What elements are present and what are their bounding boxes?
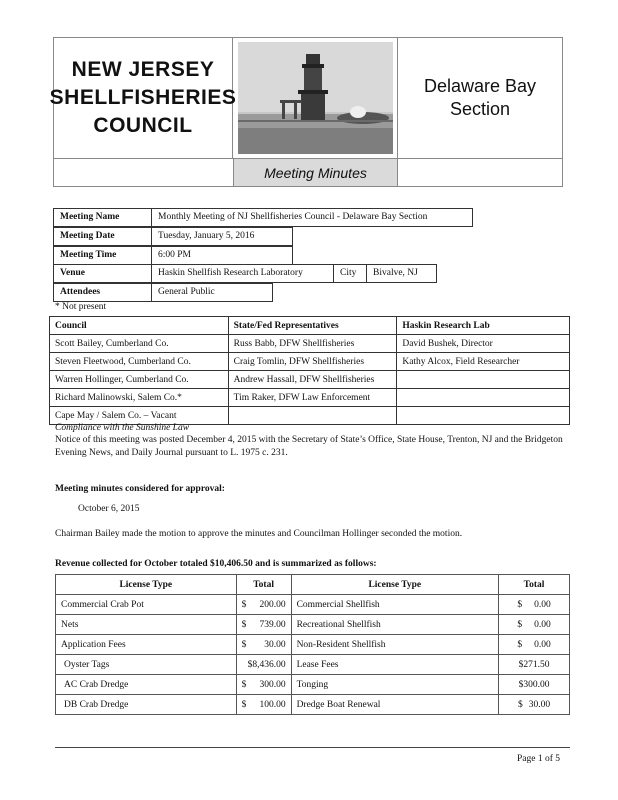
currency: $ [517,599,523,610]
attendees-value: General Public [151,283,273,302]
table-row [56,635,570,655]
table-row [56,615,570,635]
meeting-time-value: 6:00 PM [151,246,293,265]
venue-label: Venue [53,264,152,283]
license-total [499,615,570,635]
state-rep: Tim Raker, DFW Law Enforcement [228,389,397,407]
currency: $ [241,619,247,630]
license-type: AC Crab Dredge [56,675,237,695]
amount: $300.00 [518,679,550,690]
license-type: Recreational Shellfish [291,615,499,635]
header-total: Total [236,575,291,595]
state-rep: Russ Babb, DFW Shellfisheries [228,335,397,353]
license-total [236,675,291,695]
organization-name [49,38,237,158]
document-title: Meeting Minutes [233,159,398,186]
meeting-time-label: Meeting Time [53,246,152,265]
attendance-header-row [50,317,570,335]
haskin-member [397,407,570,425]
license-total [499,675,570,695]
license-type: Dredge Boat Renewal [291,695,499,715]
minutes-motion: Chairman Bailey made the motion to approve the minutes and Councilman Hollinger seconded the motion. [55,529,463,539]
license-total [499,635,570,655]
amount: 200.00 [259,599,286,610]
license-total [499,695,570,715]
header-council: Council [50,317,229,335]
table-row [50,335,570,353]
license-type: Nets [56,615,237,635]
council-member: Warren Hollinger, Cumberland Co. [50,371,229,389]
state-rep: Craig Tomlin, DFW Shellfisheries [228,353,397,371]
title-row [54,158,562,186]
amount: 100.00 [259,699,286,710]
table-row [56,675,570,695]
table-row [56,695,570,715]
license-type: Commercial Crab Pot [56,595,237,615]
letterhead [49,37,563,187]
table-row [50,353,570,371]
currency: $ [241,599,247,610]
meeting-name-label: Meeting Name [53,208,152,227]
council-member: Cape May / Salem Co. – Vacant [50,407,229,425]
license-total [499,595,570,615]
table-row [50,371,570,389]
org-line-3: COUNCIL [93,114,193,137]
haskin-member: David Bushek, Director [397,335,570,353]
state-rep [228,407,397,425]
amount: 739.00 [259,619,286,630]
attendees-label: Attendees [53,283,152,302]
section-text: Delaware Bay Section [423,76,537,119]
city-label: City [333,264,367,283]
license-type: Tonging [291,675,499,695]
header-license-type: License Type [56,575,237,595]
meeting-date-label: Meeting Date [53,227,152,246]
currency: $ [517,639,523,650]
currency: $ [241,679,247,690]
table-row [50,389,570,407]
revenue-table [55,574,570,715]
amount: $8,436.00 [247,659,286,670]
org-line-1: NEW JERSEY [71,58,215,81]
table-row [56,595,570,615]
section-name [398,38,562,158]
amount: 30.00 [264,639,286,650]
lighthouse-photo [233,38,398,158]
license-total [236,695,291,715]
amount: 0.00 [534,619,551,630]
license-type: Commercial Shellfish [291,595,499,615]
header-haskin: Haskin Research Lab [397,317,570,335]
amount: 0.00 [534,599,551,610]
license-type: Lease Fees [291,655,499,675]
haskin-member [397,389,570,407]
council-member: Richard Malinowski, Salem Co.* [50,389,229,407]
currency: $ [517,699,523,710]
license-type: DB Crab Dredge [56,695,237,715]
header-state-fed: State/Fed Representatives [228,317,397,335]
sunshine-heading: Compliance with the Sunshine Law [55,423,190,433]
haskin-member: Kathy Alcox, Field Researcher [397,353,570,371]
page-number: Page 1 of 5 [517,754,561,764]
venue-value: Haskin Shellfish Research Laboratory [151,264,334,283]
header-total: Total [499,575,570,595]
amount: $271.50 [518,659,550,670]
license-total [236,635,291,655]
currency: $ [241,699,247,710]
amount: 30.00 [528,699,551,710]
license-total [499,655,570,675]
council-member: Scott Bailey, Cumberland Co. [50,335,229,353]
amount: 300.00 [259,679,286,690]
not-present-note: * Not present [55,302,107,312]
revenue-header-row [56,575,570,595]
header-license-type: License Type [291,575,499,595]
footer-divider [55,747,570,748]
org-line-2: SHELLFISHERIES [49,86,237,109]
sunshine-text: Notice of this meeting was posted December 4, 2015 with the Secretary of State’s Office, State House, Trenton, NJ and the Bridgeton Evening News, and Daily Journal pursuant to L. 1975 c. 231. [55,435,563,458]
attendance-table [49,316,570,425]
license-total [236,595,291,615]
minutes-date: October 6, 2015 [78,504,140,514]
council-member: Steven Fleetwood, Cumberland Co. [50,353,229,371]
meeting-name-value: Monthly Meeting of NJ Shellfisheries Council - Delaware Bay Section [151,208,473,227]
license-type: Non-Resident Shellfish [291,635,499,655]
license-type: Application Fees [56,635,237,655]
meeting-date-value: Tuesday, January 5, 2016 [151,227,293,246]
haskin-member [397,371,570,389]
amount: 0.00 [534,639,551,650]
license-total [236,615,291,635]
city-value: Bivalve, NJ [366,264,437,283]
revenue-heading: Revenue collected for October totaled $10,406.50 and is summarized as follows: [55,559,377,569]
minutes-heading: Meeting minutes considered for approval: [55,484,225,494]
table-row [56,655,570,675]
currency: $ [517,619,523,630]
license-total [236,655,291,675]
license-type: Oyster Tags [56,655,237,675]
currency: $ [241,639,247,650]
state-rep: Andrew Hassall, DFW Shellfisheries [228,371,397,389]
